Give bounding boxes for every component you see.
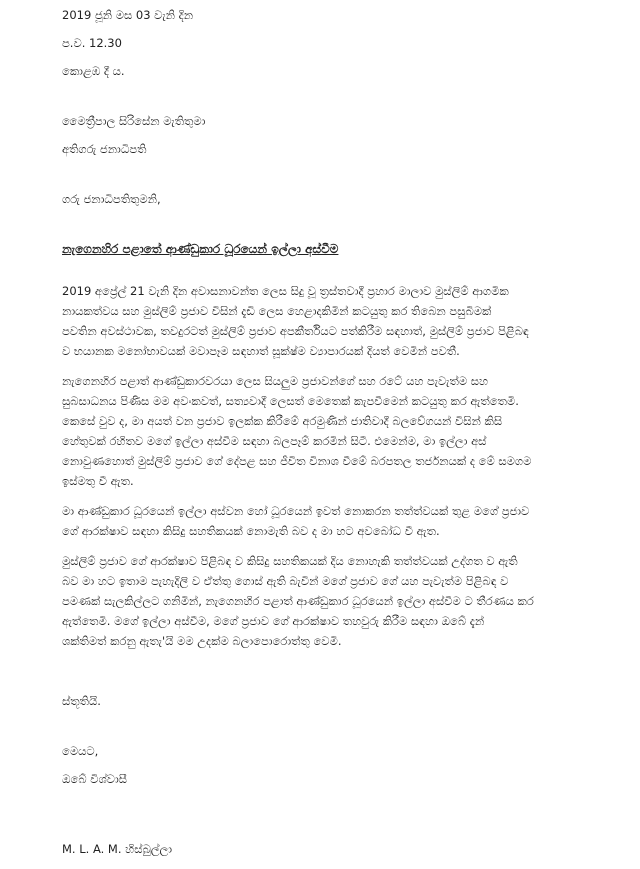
paragraph-line: ඉස්මතු වී ඇත. bbox=[62, 474, 134, 488]
paragraph-line: පවතින අවස්ථාවක, තවදුරටත් මුස්ලිම් ප්‍රජාව අපකීර්තියට පත්කිරීම සඳහාත්, මුස්ලිම් ප්‍රජාව පිළිබඳ bbox=[62, 324, 529, 338]
paragraph-line: ගේ ආරක්ෂාව සඳහා කිසිදු සහතිකයක් නොමැති බව ද මා හට අවබෝධ වී ඇත. bbox=[62, 524, 440, 538]
subject-heading: නැගෙනහිර පළාතේ ආණ්ඩුකාර ධූරයෙන් ඉල්ලා අස්වීම bbox=[62, 242, 339, 256]
paragraph-line: නායකත්වය සහ මුස්ලිම් ප්‍රජාව විසින් දැඩි ලෙස හෙළාදකිමින් කටයුතු කර තිබෙන පසුබිමක් bbox=[62, 304, 492, 318]
paragraph-3 bbox=[62, 501, 632, 541]
paragraph-line: හේතුවක් රහිතව මගේ ඉල්ලා අස්වීම සඳහා බලපෑම් කරමින් සිටී. එමෙන්ම, මා ඉල්ලා අස් bbox=[62, 434, 487, 448]
paragraph-line: පමණක් සැලකිල්ලට ගනිමින්, නැගෙනහිර පළාත් ආණ්ඩුකාර ධූරයෙන් ඉල්ලා අස්වීම ට තීරණය කර bbox=[62, 594, 534, 608]
paragraph-line: නැගෙනහිර පළාත් ආණ්ඩුකාරවරයා ලෙස සියලුම ප්‍රජාවන්ගේ සහ රටේ යහ පැවැත්ම සහ bbox=[62, 374, 489, 388]
paragraph-4 bbox=[62, 551, 632, 651]
salutation: ගරු ජනාධිපතිතුමනි, bbox=[62, 192, 161, 206]
paragraph-line: නොවුණහොත් මුස්ලිම් ප්‍රජාව ගේ දේපළ සහ ජීවිත විනාශ වීමේ බරපතල තර්ජනයක් ද මේ සමගම bbox=[62, 454, 532, 468]
paragraph-line: මුස්ලිම් ප්‍රජාව ගේ ආරක්ෂාව පිළිබඳ ව කිසිදු සහතිකයක් දිය නොහැකි තත්ත්වයක් උද්ගත ව ඇති bbox=[62, 554, 518, 568]
closing-faithfully: ඔබේ විශ්වාසී bbox=[62, 772, 128, 786]
letter-place: කොළඹ දී ය. bbox=[62, 64, 125, 78]
paragraph-2 bbox=[62, 371, 632, 491]
paragraph-line: ශක්තිමත් කරනු ඇතැ'යි මම උදක්ම බලාපොරොත්තු වෙමි. bbox=[62, 634, 342, 648]
recipient-title: අතිගරු ජනාධිපති bbox=[62, 142, 147, 156]
letter-time: ප.ව. 12.30 bbox=[62, 36, 122, 50]
paragraph-line: ව භයානක මනෝභාවයක් මවාපෑම සඳහාත් සූක්ෂ්ම ව්‍යාපාරයක් දියත් වෙමින් පවතී. bbox=[62, 344, 460, 358]
signature-name: M. L. A. M. හිස්බුල්ලා bbox=[62, 842, 173, 856]
closing-thanks: ස්තූතියි. bbox=[62, 694, 101, 708]
paragraph-line: සුබසාධනය පිණිස මම අවංකවත්, සත්‍යවාදී ලෙසත් මෙතෙක් කැපවීමෙන් කටයුතු කර ඇත්තෙමි. bbox=[62, 394, 519, 408]
paragraph-1 bbox=[62, 281, 632, 361]
letter-date: 2019 ජූනි මස 03 වැනි දින bbox=[62, 8, 194, 22]
paragraph-line: මා ආණ්ඩුකාර ධූරයෙන් ඉල්ලා අස්වන හෝ ධූරයෙන් ඉවත් නොකරන තත්ත්වයක් තුළ මගේ ප්‍රජාව bbox=[62, 504, 530, 518]
recipient-name: මෛත්‍රීපාල සිරිසේන මැතිතුමා bbox=[62, 114, 206, 128]
closing-yours: මෙයට, bbox=[62, 744, 99, 758]
paragraph-line: 2019 අප්‍රේල් 21 වැනි දින අවාසනාවන්ත ලෙස සිදු වූ ත්‍රස්තවාදී ප්‍රහාර මාලාව මුස්ලිම් ආගමික bbox=[62, 284, 509, 298]
paragraph-line: බව මා හට ඉතාම පැහැදිලි ව ඒත්තු ගොස් ඇති බැවින් මගේ ප්‍රජාව ගේ යහ පැවැත්ම පිළිබඳ ව bbox=[62, 574, 509, 588]
paragraph-line: ඇත්තෙමි. මගේ ඉල්ලා අස්වීම, මගේ ප්‍රජාව ගේ ආරක්ෂාව තහවුරු කිරීම සඳහා ඔබේ දැන් bbox=[62, 614, 485, 628]
paragraph-line: කෙසේ වුව ද, මා අයත් වන ප්‍රජාව ඉලක්ක කිරීමේ අරමුණින් ජාතිවාදී බලවේගයන් විසින් කිසි bbox=[62, 414, 503, 428]
